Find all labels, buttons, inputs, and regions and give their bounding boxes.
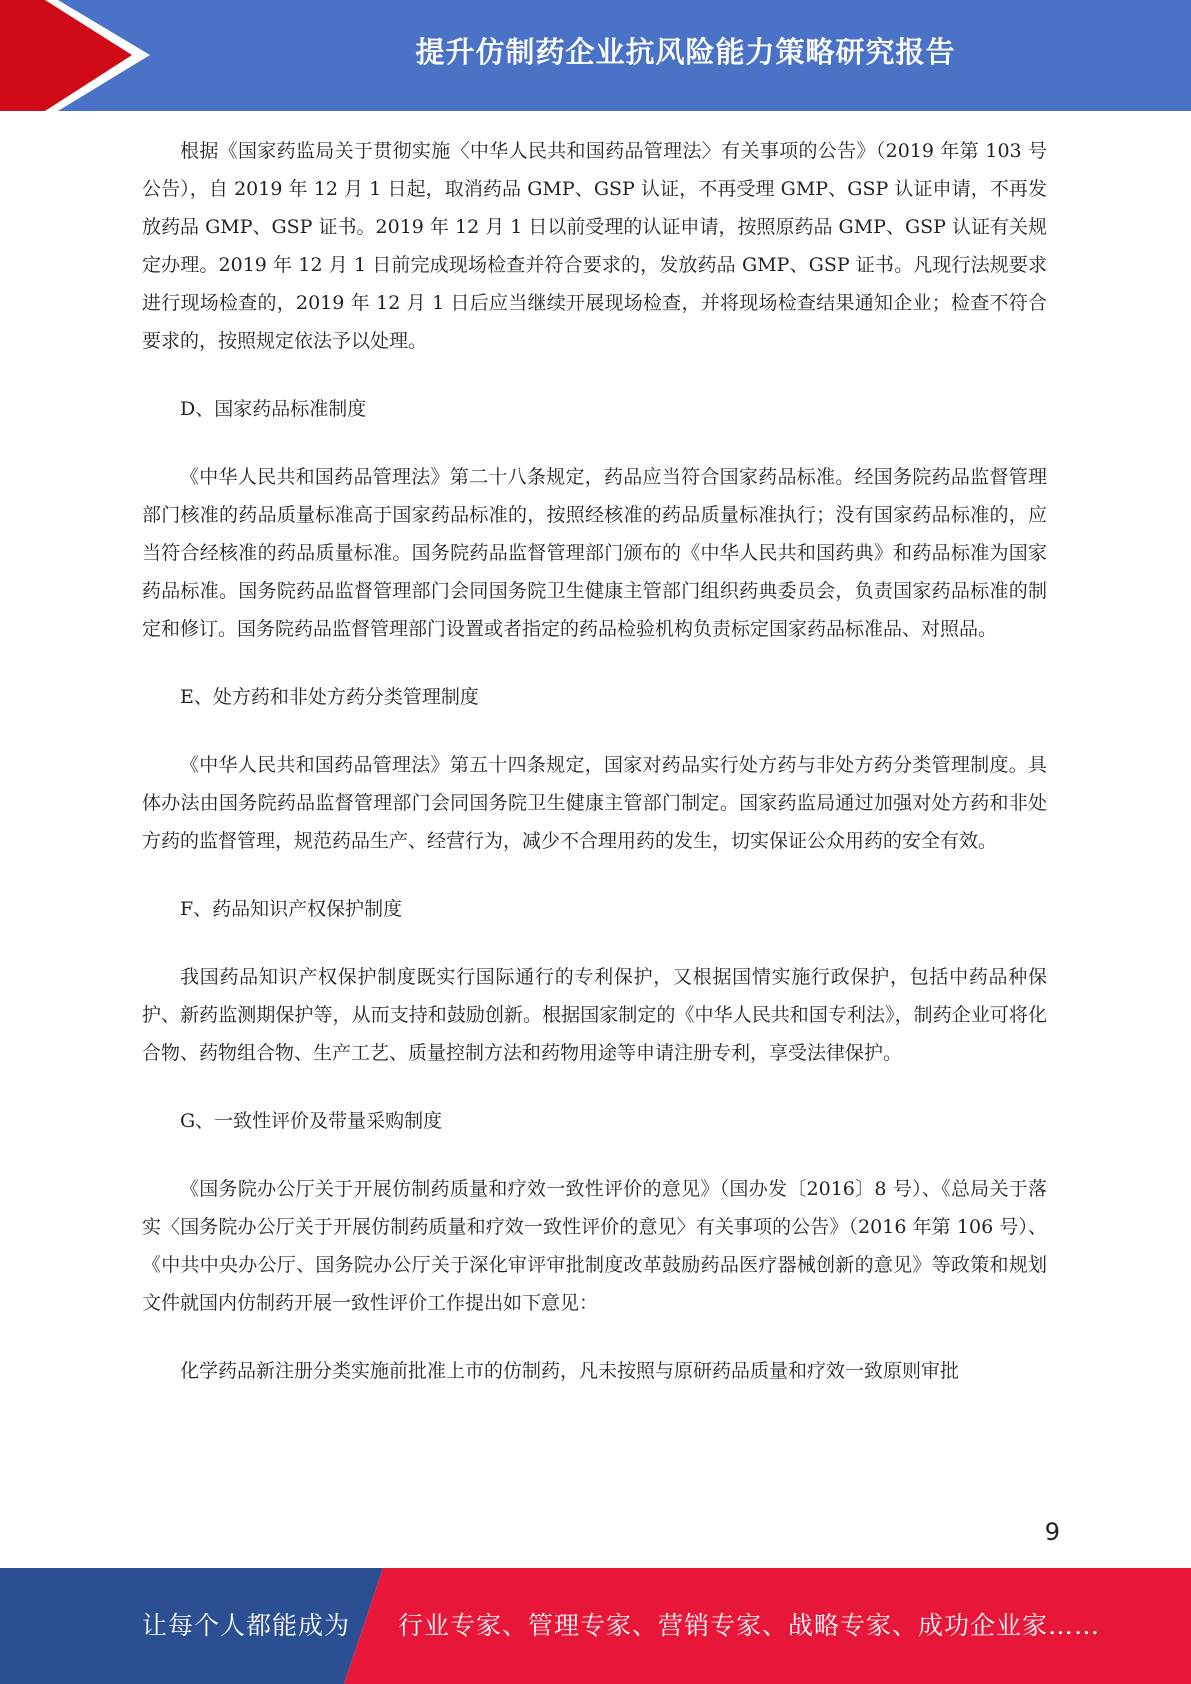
section-heading-g: G、一致性评价及带量采购制度 <box>180 1110 443 1132</box>
report-title: 提升仿制药企业抗风险能力策略研究报告 <box>415 35 956 69</box>
paragraph-consistency: 《国务院办公厅关于开展仿制药质量和疗效一致性评价的意见》（国办发〔2016〕8 号）、《总局关于落实〈国务院办公厅关于开展仿制药质量和疗效一致性评价的意见〉有关事项的公告》（2016 年第 106 号）、《中共中央办公厅、国务院办公厅关于深化审评审批制度改革鼓励药品医疗器械创新的意见》等政策和规划文件就国内仿制药开展一致性评价工作提出如下意见： <box>142 1178 1047 1314</box>
page-footer <box>0 1568 1191 1684</box>
page-header <box>0 0 1191 111</box>
section-heading-e: E、处方药和非处方药分类管理制度 <box>180 686 479 708</box>
page-number: 9 <box>1044 1518 1060 1546</box>
paragraph-chemical-drugs: 化学药品新注册分类实施前批准上市的仿制药，凡未按照与原研药品质量和疗效一致原则审批 <box>180 1360 960 1382</box>
paragraph-ip-protection: 我国药品知识产权保护制度既实行国际通行的专利保护，又根据国情实施行政保护，包括中药品种保护、新药监测期保护等，从而支持和鼓励创新。根据国家制定的《中华人民共和国专利法》，制药企业可将化合物、药物组合物、生产工艺、质量控制方法和药物用途等申请注册专利，享受法律保护。 <box>142 966 1047 1064</box>
section-heading-f: F、药品知识产权保护制度 <box>180 898 403 920</box>
footer-slogan-left: 让每个人都能成为 <box>142 1611 351 1640</box>
document-body <box>142 132 1047 1390</box>
paragraph-drug-standards: 《中华人民共和国药品管理法》第二十八条规定，药品应当符合国家药品标准。经国务院药品监督管理部门核准的药品质量标准高于国家药品标准的，按照经核准的药品质量标准执行；没有国家药品标准的，应当符合经核准的药品质量标准。国务院药品监督管理部门颁布的《中华人民共和国药典》和药品标准为国家药品标准。国务院药品监督管理部门会同国务院卫生健康主管部门组织药典委员会，负责国家药品标准的制定和修订。国务院药品监督管理部门设置或者指定的药品检验机构负责标定国家药品标准品、对照品。 <box>142 466 1047 640</box>
paragraph-gmp-gsp: 根据《国家药监局关于贯彻实施〈中华人民共和国药品管理法〉有关事项的公告》（2019 年第 103 号公告），自 2019 年 12 月 1 日起，取消药品 GMP、GSP 认证，不再受理 GMP、GSP 认证申请，不再发放药品 GMP、GSP 证书。2019 年 12 月 1 日以前受理的认证申请，按照原药品 GMP、GSP 认证有关规定办理。2019 年 12 月 1 日前完成现场检查并符合要求的，发放药品 GMP、GSP 证书。凡现行法规要求进行现场检查的，2019 年 12 月 1 日后应当继续开展现场检查，并将现场检查结果通知企业；检查不符合要求的，按照规定依法予以处理。 <box>142 140 1047 352</box>
footer-slogan-right: 行业专家、管理专家、营销专家、战略专家、成功企业家…… <box>398 1611 1101 1640</box>
paragraph-prescription: 《中华人民共和国药品管理法》第五十四条规定，国家对药品实行处方药与非处方药分类管理制度。具体办法由国务院药品监督管理部门会同国务院卫生健康主管部门制定。国家药监局通过加强对处方药和非处方药的监督管理，规范药品生产、经营行为，减少不合理用药的发生，切实保证公众用药的安全有效。 <box>142 754 1047 852</box>
section-heading-d: D、国家药品标准制度 <box>180 398 367 420</box>
